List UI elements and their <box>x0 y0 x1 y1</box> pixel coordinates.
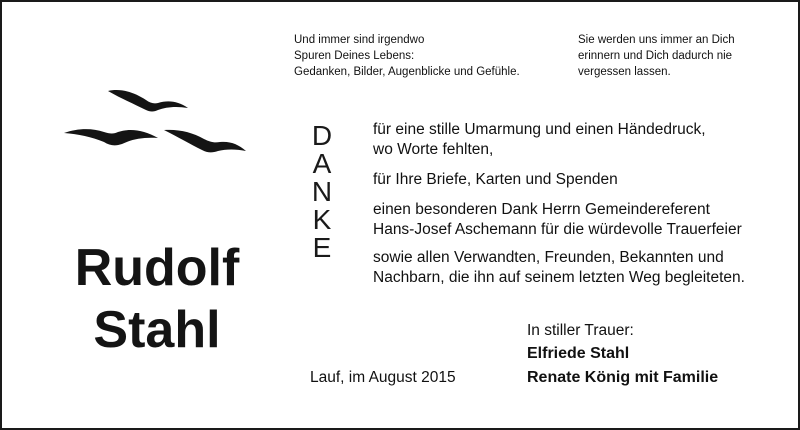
danke-letter: N <box>311 176 333 207</box>
mourner-name: Elfriede Stahl <box>527 345 630 362</box>
quote-line: Und immer sind irgendwo <box>294 34 425 46</box>
mourners-intro: In stiller Trauer: <box>527 322 634 339</box>
thanks-line: für eine stille Umarmung und einen Händedruck, <box>373 121 706 138</box>
thanks-line: sowie allen Verwandten, Freunden, Bekannten und <box>373 249 724 266</box>
quote-line: vergessen lassen. <box>578 66 671 78</box>
quote-line: erinnern und Dich dadurch nie <box>578 50 733 62</box>
quote-line: Gedanken, Bilder, Augenblicke und Gefühle. <box>294 66 520 78</box>
thanks-line: Hans-Josef Aschemann für die würdevolle Trauerfeier <box>373 221 742 238</box>
quote-line: Sie werden uns immer an Dich <box>578 34 735 46</box>
thanks-paragraph <box>373 248 745 288</box>
thanks-paragraph <box>373 200 745 240</box>
place-date: Lauf, im August 2015 <box>310 369 456 386</box>
thanks-text <box>373 120 745 298</box>
mourner-name: Renate König mit Familie <box>527 369 719 386</box>
thanks-line: Nachbarn, die ihn auf seinem letzten Weg begleiteten. <box>373 269 745 286</box>
thanks-line: für Ihre Briefe, Karten und Spenden <box>373 171 618 188</box>
birds-icon <box>60 82 250 164</box>
deceased-last-name: Stahl <box>93 301 221 359</box>
danke-letter: D <box>311 120 333 151</box>
danke-letter: A <box>312 148 332 179</box>
danke-vertical <box>308 122 336 262</box>
quote-line: Spuren Deines Lebens: <box>294 50 415 62</box>
thanks-line: einen besonderen Dank Herrn Gemeindereferent <box>373 201 710 218</box>
quote-right <box>578 32 778 80</box>
thanks-line: wo Worte fehlten, <box>373 141 494 158</box>
danke-letter: E <box>312 232 332 263</box>
thanks-paragraph <box>373 120 745 160</box>
deceased-first-name: Rudolf <box>74 239 240 297</box>
thanks-paragraph <box>373 170 745 190</box>
mourners-block <box>527 320 718 390</box>
quote-left <box>294 32 564 80</box>
danke-letter: K <box>312 204 332 235</box>
